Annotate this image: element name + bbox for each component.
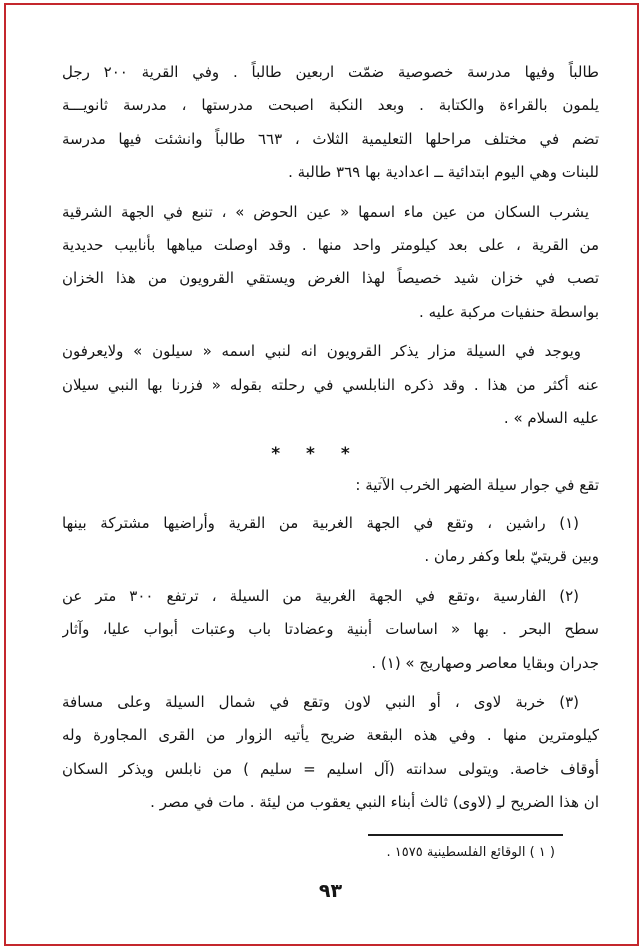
- paragraph-schools: [62, 56, 599, 190]
- paragraph-shrine: [62, 335, 599, 435]
- footnote-text: ( ١ ) الوقائع الفلسطينية ١٥٧٥ .: [386, 844, 555, 860]
- text-line: (٣) خربة لاوى ، أو النبي لاون وتقع في شمال السيلة وعلى مسافة: [62, 692, 579, 711]
- page-number: ٩٣: [318, 879, 343, 902]
- text-line: أوقاف خاصة. ويتولى سدانته (آل اسليم = سليم ) من نابلس ويذكر السكان: [62, 759, 599, 778]
- text-line: (١) راشين ، وتقع في الجهة الغربية من القرية وأراضيها مشتركة بينها: [62, 513, 579, 532]
- text-line: تضم في مختلف مراحلها التعليمية الثلاث ، ٦٦٣ طالباً وانشئت فيها مدرسة: [62, 129, 599, 148]
- text-line: ويوجد في السيلة مزار يذكر القرويون انه لنبي اسمه « سيلون » ولايعرفون: [62, 342, 581, 361]
- ruins-intro-line: [62, 469, 599, 502]
- text-line: من القرية ، على بعد كيلومتر واحد منها . وقد اوصلت مياهها بأنابيب حديدية: [62, 236, 599, 255]
- text-line: تصب في خزان شيد خصيصاً لهذا الغرض ويستقي القرويون من هذا الخزان: [62, 269, 599, 288]
- text-line: ان هذا الضريح لـِ (لاوى) ثالث أبناء النبي يعقوب من ليئة . مات في مصر .: [150, 793, 599, 812]
- text-line: جدران وبقايا معاصر وصهاريج » (١) .: [371, 653, 599, 672]
- paragraph-water-spring: [62, 196, 599, 330]
- text-line: يشرب السكان من عين ماء اسمها « عين الحوض » ، تنبع في الجهة الشرقية: [62, 202, 589, 221]
- text-line: وبين قريتيّ بلعا وكفر رمان .: [424, 547, 599, 566]
- section-separator-stars: * * *: [271, 444, 360, 465]
- text-line: عنه أكثر من هذا . وقد ذكره النابلسي في رحلته بقوله « فزرنا بها النبي سيلان: [62, 375, 599, 394]
- footnote-separator-rule: [368, 834, 563, 836]
- text-line: طالباً وفيها مدرسة خصوصية ضمّت اربعين طالباً . وفي القرية ٢٠٠ رجل: [62, 63, 599, 81]
- text-line: بواسطة حنفيات مركبة عليه .: [419, 302, 599, 321]
- text-line: كيلومترين منها . وفي هذه البقعة ضريح يأتيه الزوار من القرى المجاورة وله: [62, 726, 599, 745]
- text-line: سطح البحر . بها « اساسات أبنية وعضادتا باب وعتبات أبواب عليا، وآثار: [62, 620, 599, 639]
- text-line: (٢) الفارسية ،وتقع في الجهة الغربية من السيلة ، ترتفع ٣٠٠ متر عن: [62, 586, 579, 605]
- ruin-item-farisiya: [62, 580, 599, 680]
- text-line: تقع في جوار سيلة الضهر الخرب الآتية :: [355, 476, 599, 495]
- text-line: يلمون بالقراءة والكتابة . وبعد النكبة اصبحت مدرستها ، مدرسة ثانويـــة: [62, 96, 599, 115]
- text-line: عليه السلام » .: [503, 409, 599, 428]
- ruin-item-khirbet-lawa: [62, 686, 599, 820]
- text-line: للبنات وهي اليوم ابتدائية ــ اعدادية بها ٣٦٩ طالبة .: [288, 163, 599, 182]
- text-column: [62, 56, 599, 902]
- ruin-item-rashin: [62, 507, 599, 574]
